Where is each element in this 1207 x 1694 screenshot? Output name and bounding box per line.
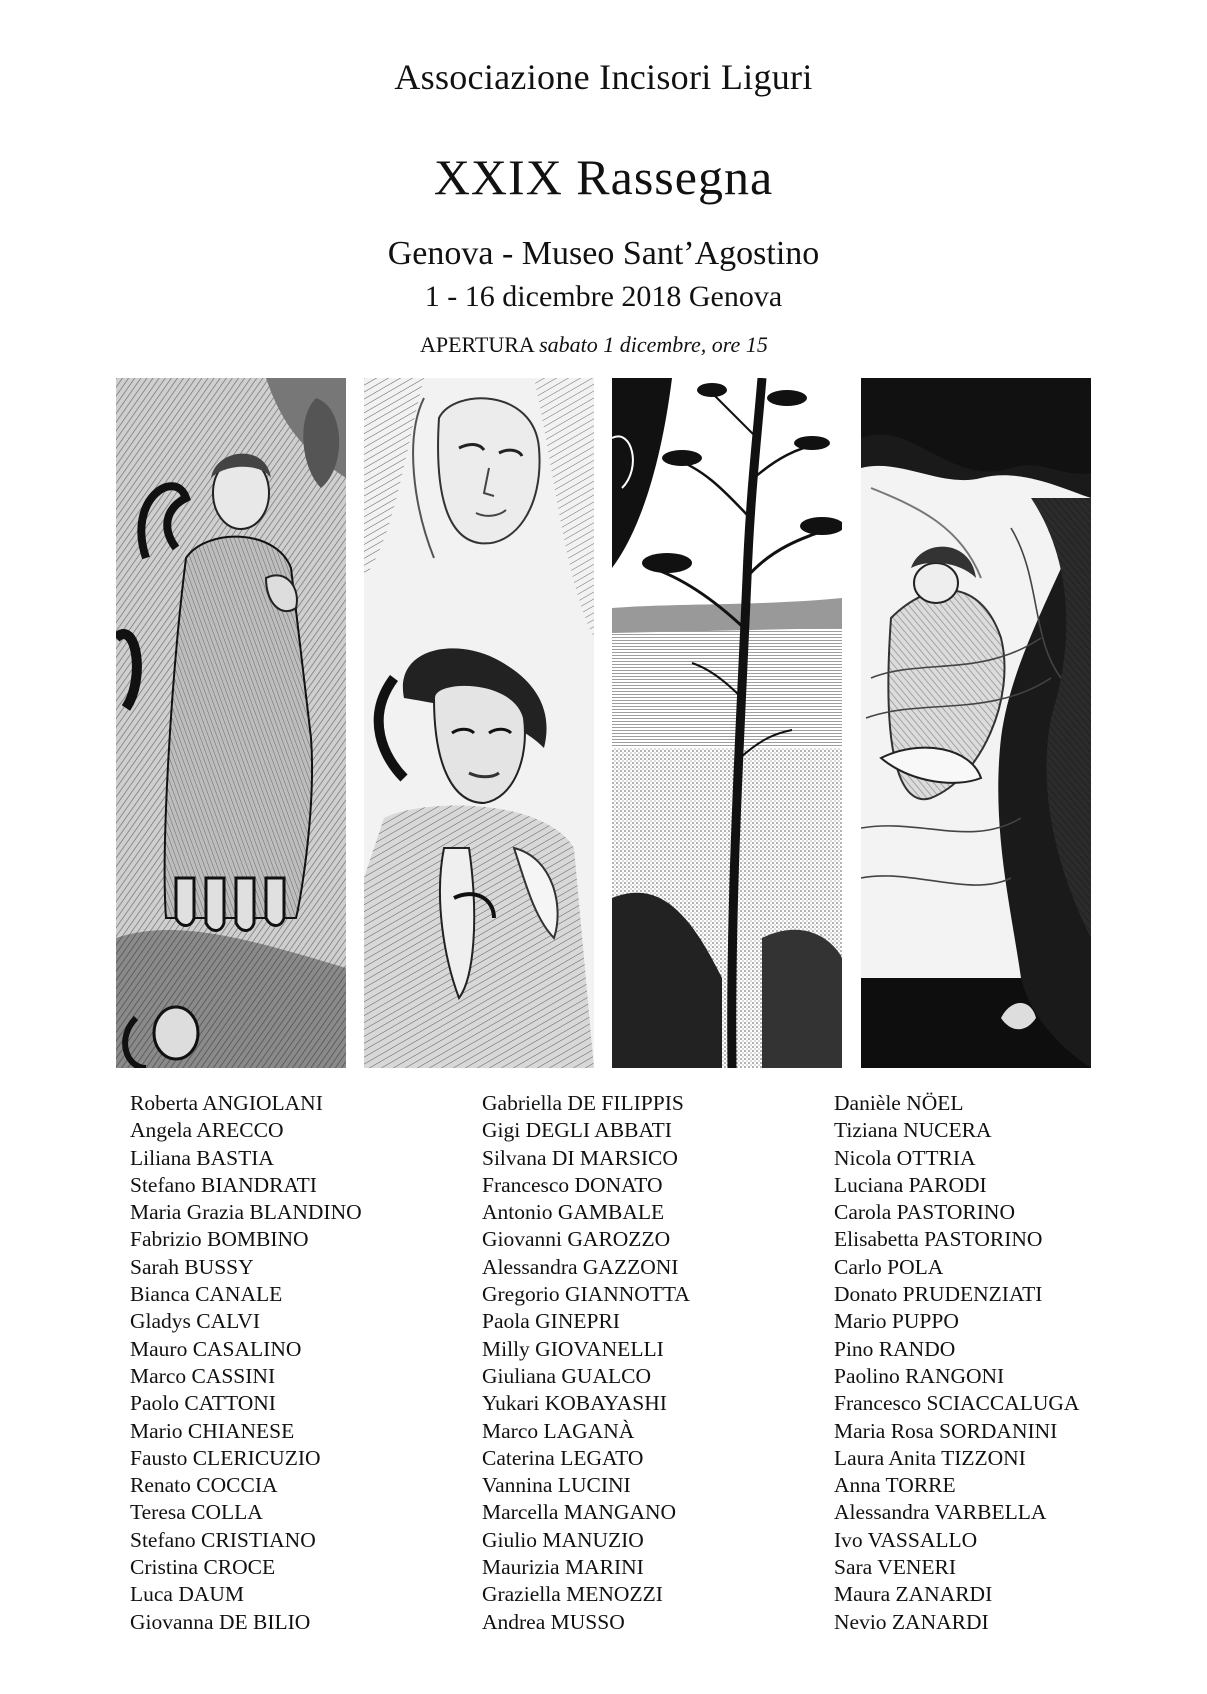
artist-name: Teresa COLLA (130, 1500, 263, 1525)
artist-name: Gladys CALVI (130, 1309, 260, 1334)
artist-name: Paolo CATTONI (130, 1391, 276, 1416)
artist-name: Giovanni GAROZZO (482, 1227, 671, 1252)
artist-name: Bianca CANALE (130, 1282, 283, 1307)
artist-name: Gregorio GIANNOTTA (482, 1282, 690, 1307)
artist-name: Vannina LUCINI (482, 1473, 631, 1498)
artist-name: Francesco DONATO (482, 1172, 663, 1197)
venue: Genova - Museo Sant’Agostino (387, 235, 820, 272)
engraving-panel-faces (364, 378, 594, 1068)
artist-name: Maria Grazia BLANDINO (130, 1200, 362, 1225)
exhibition-title: XXIX Rassegna (433, 149, 774, 205)
artist-name: Stefano CRISTIANO (130, 1527, 316, 1552)
artist-name: Laura Anita TIZZONI (834, 1445, 1026, 1470)
opening-info (420, 332, 768, 358)
artist-name: Marco CASSINI (130, 1363, 276, 1388)
artist-name: Danièle NÖEL (834, 1091, 964, 1115)
artist-name: Alessandra VARBELLA (834, 1500, 1047, 1525)
artist-name: Maura ZANARDI (834, 1582, 993, 1607)
engraving-panels (116, 378, 1091, 1068)
artist-name: Milly GIOVANELLI (482, 1336, 664, 1361)
artist-name: Luca DAUM (130, 1582, 245, 1607)
artist-name: Paola GINEPRI (482, 1309, 620, 1334)
artist-name: Mauro CASALINO (130, 1336, 302, 1361)
artist-name: Donato PRUDENZIATI (834, 1282, 1043, 1307)
artist-name: Giovanna DE BILIO (130, 1609, 311, 1634)
artist-name: Sarah BUSSY (130, 1254, 254, 1279)
artist-name: Ivo VASSALLO (834, 1527, 978, 1552)
artist-name: Gigi DEGLI ABBATI (482, 1118, 672, 1143)
artist-name: Mario PUPPO (834, 1309, 959, 1334)
artist-name: Carlo POLA (834, 1254, 944, 1279)
artist-name: Cristina CROCE (130, 1555, 276, 1580)
artist-name: Anna TORRE (834, 1473, 956, 1498)
artist-name: Alessandra GAZZONI (482, 1254, 679, 1279)
engraving-panel-angel (116, 378, 346, 1068)
artist-column-1 (130, 1090, 362, 1636)
artist-name: Maurizia MARINI (482, 1555, 644, 1580)
artist-name: Tiziana NUCERA (834, 1118, 992, 1143)
artist-name: Silvana DI MARSICO (482, 1145, 678, 1170)
artist-name: Nevio ZANARDI (834, 1609, 989, 1634)
artist-name: Fausto CLERICUZIO (130, 1445, 321, 1470)
artist-name: Maria Rosa SORDANINI (834, 1418, 1058, 1443)
artist-name: Roberta ANGIOLANI (130, 1091, 323, 1115)
artist-name: Nicola OTTRIA (834, 1145, 976, 1170)
engraving-panel-figure (861, 378, 1091, 1068)
artist-name: Renato COCCIA (130, 1473, 278, 1498)
artist-name: Pino RANDO (834, 1336, 956, 1361)
artist-name: Giulio MANUZIO (482, 1527, 644, 1552)
artist-name: Elisabetta PASTORINO (834, 1227, 1043, 1252)
artist-name: Giuliana GUALCO (482, 1363, 651, 1388)
artist-name: Angela ARECCO (130, 1118, 284, 1143)
artist-column-3 (834, 1090, 1079, 1636)
artist-name: Carola PASTORINO (834, 1200, 1015, 1225)
artist-column-2 (482, 1090, 690, 1636)
artist-name: Yukari KOBAYASHI (482, 1391, 667, 1416)
artist-name: Stefano BIANDRATI (130, 1172, 317, 1197)
artist-name: Marco LAGANÀ (482, 1418, 635, 1443)
artist-name: Fabrizio BOMBINO (130, 1227, 309, 1252)
artist-name: Francesco SCIACCALUGA (834, 1391, 1080, 1416)
artist-name: Mario CHIANESE (130, 1418, 295, 1443)
engraving-panel-tree (612, 378, 842, 1068)
artist-name: Antonio GAMBALE (482, 1200, 665, 1225)
artist-name: Sara VENERI (834, 1555, 957, 1580)
artist-name: Luciana PARODI (834, 1172, 987, 1197)
exhibition-dates: 1 - 16 dicembre 2018 Genova (424, 280, 783, 313)
artist-name: Caterina LEGATO (482, 1445, 644, 1470)
artist-name: Liliana BASTIA (130, 1145, 274, 1170)
artist-name: Paolino RANGONI (834, 1363, 1005, 1388)
artist-name: Marcella MANGANO (482, 1500, 677, 1525)
opening-label: APERTURA (420, 332, 534, 357)
artist-name: Gabriella DE FILIPPIS (482, 1091, 684, 1115)
opening-time: sabato 1 dicembre, ore 15 (539, 332, 768, 357)
artist-name: Andrea MUSSO (482, 1609, 625, 1634)
organization-name: Associazione Incisori Liguri (394, 57, 813, 97)
artist-name: Graziella MENOZZI (482, 1582, 663, 1607)
